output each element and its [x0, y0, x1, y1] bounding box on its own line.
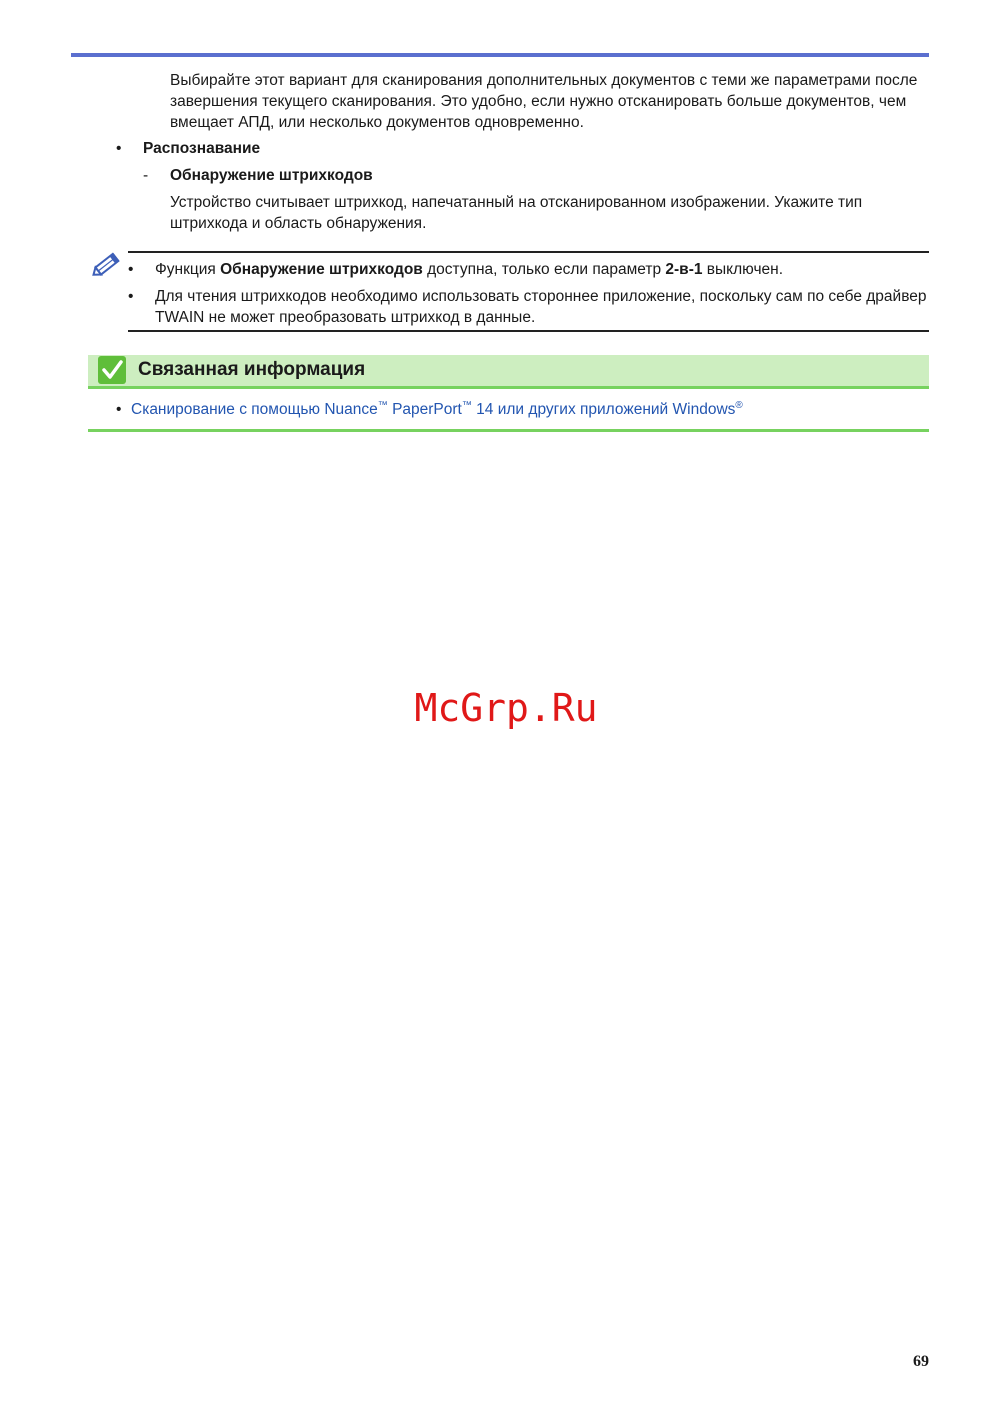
section-title: Распознавание	[143, 140, 261, 157]
bullet: •	[128, 261, 134, 278]
related-info-title: Связанная информация	[138, 359, 366, 380]
note-text: Функция Обнаружение штрихкодов доступна, только если параметр 2-в-1 выключен.	[155, 261, 784, 278]
section-heading	[116, 138, 260, 159]
bullet: •	[128, 288, 134, 305]
note-top-rule	[128, 251, 929, 253]
page-number: 69	[913, 1353, 929, 1370]
note-bottom-rule	[128, 330, 929, 332]
related-link[interactable]: Сканирование с помощью Nuance™ PaperPort™ 14 или других приложений Windows®	[131, 399, 743, 418]
bullet: •	[116, 140, 122, 157]
watermark: McGrp.Ru	[414, 686, 598, 730]
intro-paragraph: Выбирайте этот вариант для сканирования дополнительных документов с теми же параметрами после завершения текущего сканирования. Это удобно, если нужно отсканировать больше документов, чем вмещает АПД, или несколько документов одновременно.	[170, 72, 918, 131]
bullet: •	[116, 401, 122, 418]
related-bottom-rule	[88, 429, 929, 432]
note-item	[128, 286, 929, 328]
dash-marker: -	[143, 167, 149, 184]
note-text: Для чтения штрихкодов необходимо использовать стороннее приложение, поскольку сам по себе драйвер TWAIN не может преобразовать штрихкод в данные.	[155, 288, 927, 326]
subsection-heading	[143, 165, 373, 186]
pencil-icon	[90, 248, 126, 280]
subsection-body: Устройство считывает штрихкод, напечатанный на отсканированном изображении. Укажите тип штрихкода и область обнаружения.	[170, 194, 863, 232]
related-link-item	[116, 399, 743, 420]
subsection-title: Обнаружение штрихкодов	[170, 167, 373, 184]
note-item	[128, 259, 929, 280]
header-rule	[71, 53, 929, 57]
checkmark-icon	[98, 356, 126, 384]
